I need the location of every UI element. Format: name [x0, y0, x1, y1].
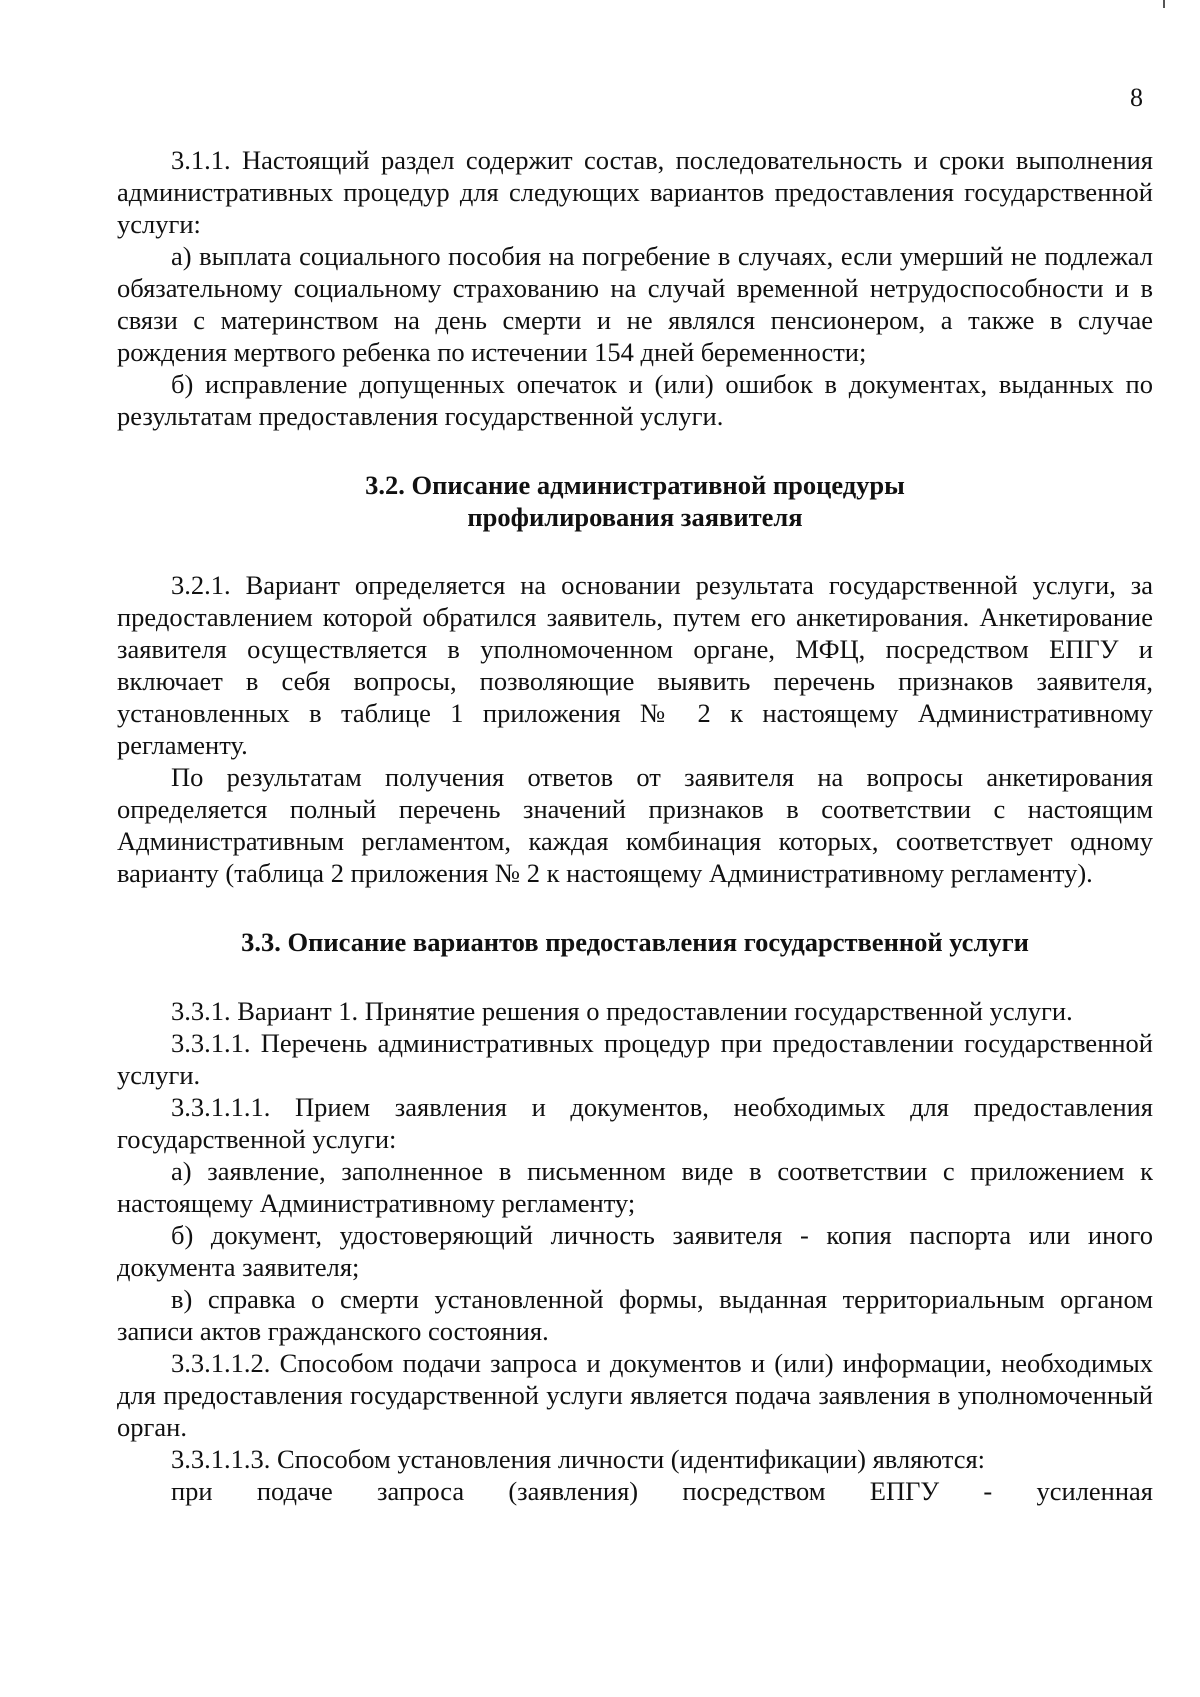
list-item-b-identity-document: б) документ, удостоверяющий личность заявителя - копия паспорта или иного документа заявителя; — [117, 1220, 1153, 1282]
section-heading-3-2-line1: 3.2. Описание административной процедуры — [365, 470, 905, 500]
page-number: 8 — [1130, 83, 1143, 112]
section-heading-3-2-line2: профилирования заявителя — [467, 502, 803, 532]
list-item-a-application: а) заявление, заполненное в письменном виде в соответствии с приложением к настоящему Административному регламенту; — [117, 1156, 1153, 1218]
paragraph-3-2-1: 3.2.1. Вариант определяется на основании результата государственной услуги, за предоставлением которой обратился заявитель, путем его анкетирования. Анкетирование заявителя осуществляется в уполномоченном органе, МФЦ, посредством ЕПГУ и включает в себя вопросы, позволяющие выявить перечень признаков заявителя, установленных в таблице 1 приложения № 2 к настоящему Административному регламенту. — [117, 570, 1153, 760]
paragraph-3-1-1: 3.1.1. Настоящий раздел содержит состав, последовательность и сроки выполнения административных процедур для следующих вариантов предоставления государственной услуги: — [117, 145, 1153, 239]
paragraph-3-3-1-1-3: 3.3.1.1.3. Способом установления личности (идентификации) являются: — [171, 1444, 986, 1474]
paragraph-continuation-line: при подаче запроса (заявления) посредством ЕПГУ - усиленная — [171, 1476, 1153, 1506]
document-body — [117, 144, 1153, 1507]
paragraph-3-3-1-1: 3.3.1.1. Перечень административных процедур при предоставлении государственной услуги. — [117, 1028, 1153, 1090]
list-item-a-burial-allowance: а) выплата социального пособия на погребение в случаях, если умерший не подлежал обязательному социальному страхованию на случай временной нетрудоспособности и в связи с материнством на день смерти и не являлся пенсионером, а также в случае рождения мертвого ребенка по истечении 154 дней беременности; — [117, 241, 1153, 367]
section-heading-3-2 — [117, 469, 1153, 533]
paragraph-3-3-1-1-2: 3.3.1.1.2. Способом подачи запроса и документов и (или) информации, необходимых для предоставления государственной услуги является подача заявления в уполномоченный орган. — [117, 1348, 1153, 1442]
paragraph-survey-results: По результатам получения ответов от заявителя на вопросы анкетирования определяется полный перечень значений признаков в соответствии с настоящим Административным регламентом, каждая комбинация которых, соответствует одному варианту (таблица 2 приложения № 2 к настоящему Административному регламенту). — [117, 762, 1153, 888]
list-item-b-error-correction: б) исправление допущенных опечаток и (или) ошибок в документах, выданных по результатам предоставления государственной услуги. — [117, 369, 1153, 431]
section-heading-3-3: 3.3. Описание вариантов предоставления государственной услуги — [241, 927, 1029, 957]
paragraph-3-3-1-1-1: 3.3.1.1.1. Прием заявления и документов, необходимых для предоставления государственной услуги: — [117, 1092, 1153, 1154]
scan-mark — [1163, 0, 1165, 8]
list-item-c-death-certificate: в) справка о смерти установленной формы, выданная территориальным органом записи актов гражданского состояния. — [117, 1284, 1153, 1346]
paragraph-3-3-1: 3.3.1. Вариант 1. Принятие решения о предоставлении государственной услуги. — [171, 996, 1073, 1026]
